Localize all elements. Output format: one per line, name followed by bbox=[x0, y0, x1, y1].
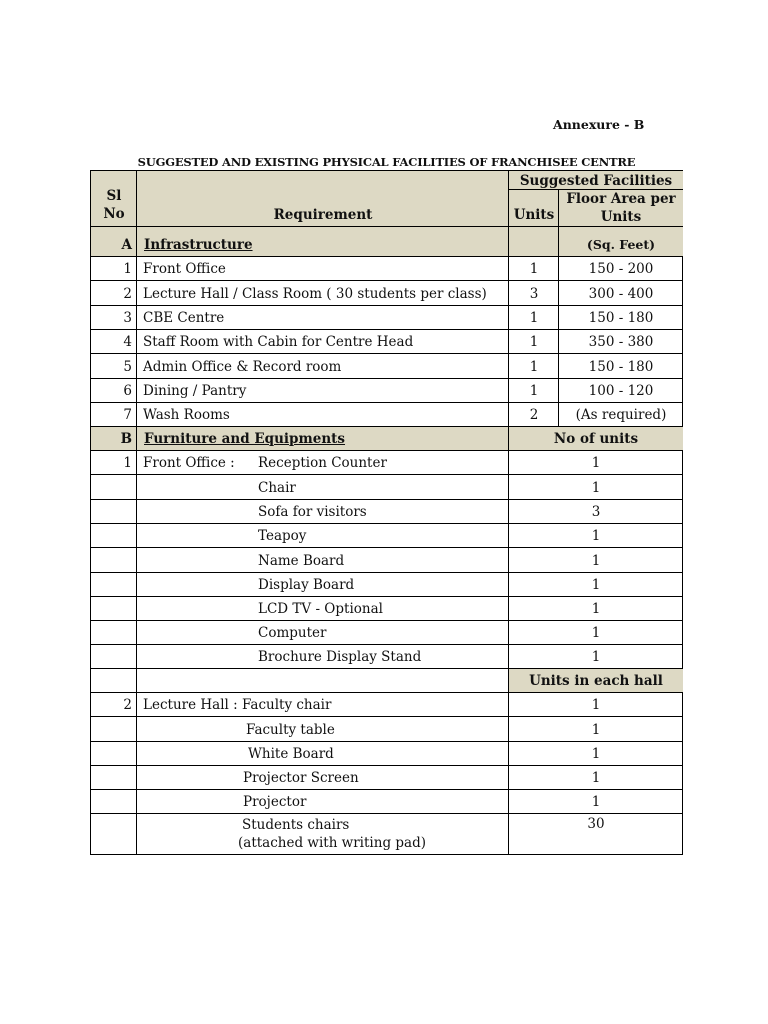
front-office-qty-2: 3 bbox=[591, 504, 601, 520]
hline-hall-header bbox=[91, 692, 683, 693]
hline-a5 bbox=[91, 378, 683, 379]
hline-a6 bbox=[91, 402, 683, 403]
front-office-qty-8: 1 bbox=[591, 649, 601, 665]
row-a6-units: 1 bbox=[529, 383, 539, 399]
row-a4-units: 1 bbox=[529, 334, 539, 350]
section-b-letter: B bbox=[120, 431, 132, 447]
row-a4-area: 350 - 380 bbox=[588, 334, 654, 350]
hline-b1 bbox=[91, 474, 683, 475]
lecture-hall-qty-1: 1 bbox=[591, 746, 601, 762]
front-office-item-4: Name Board bbox=[258, 552, 345, 569]
students-chairs bbox=[137, 814, 509, 854]
hline-l1 bbox=[91, 716, 683, 717]
lecture-hall-qty-3: 1 bbox=[591, 794, 601, 810]
header-requirement: Requirement bbox=[273, 207, 373, 223]
header-suggested-facilities: Suggested Facilities bbox=[519, 172, 673, 189]
header-floor-line2: Units bbox=[600, 209, 642, 225]
hline-b8 bbox=[91, 644, 683, 645]
students-chairs-qty: 30 bbox=[587, 816, 605, 832]
row-a2-requirement: Lecture Hall / Class Room ( 30 students per class) bbox=[143, 285, 487, 302]
row-a5-no: 5 bbox=[123, 358, 132, 375]
section-a-title: Infrastructure bbox=[144, 237, 253, 253]
hline-l4 bbox=[91, 789, 683, 790]
row-a7-requirement: Wash Rooms bbox=[143, 407, 230, 423]
row-a3-area: 150 - 180 bbox=[588, 310, 654, 326]
hline-a7 bbox=[91, 426, 683, 427]
front-office-item-5: Display Board bbox=[258, 577, 355, 593]
row-b1-no: 1 bbox=[123, 455, 132, 471]
row-a7-no: 7 bbox=[123, 407, 132, 423]
annexure-label: Annexure - B bbox=[553, 117, 645, 132]
front-office-item-2: Sofa for visitors bbox=[258, 504, 367, 520]
row-a4-no: 4 bbox=[123, 334, 132, 350]
row-a2-area: 300 - 400 bbox=[588, 285, 654, 302]
hline-l5 bbox=[91, 813, 683, 814]
hline-b4 bbox=[91, 547, 683, 548]
row-a6-no: 6 bbox=[123, 383, 132, 399]
front-office-item-1: Chair bbox=[258, 479, 296, 496]
hline-l2 bbox=[91, 741, 683, 742]
row-a1-area: 150 - 200 bbox=[588, 261, 654, 277]
front-office-qty-5: 1 bbox=[591, 577, 601, 593]
row-a6-area: 100 - 120 bbox=[588, 383, 654, 399]
section-a-letter: A bbox=[121, 237, 132, 253]
hline-b5 bbox=[91, 572, 683, 573]
lecture-hall-item-1: White Board bbox=[248, 746, 334, 762]
hline-b6 bbox=[91, 596, 683, 597]
section-b-title: Furniture and Equipments bbox=[144, 431, 346, 447]
vline-requirement bbox=[508, 171, 509, 855]
row-a5-units: 1 bbox=[529, 358, 539, 375]
section-a-unit-label: (Sq. Feet) bbox=[586, 237, 656, 252]
header-sl-line2: No bbox=[103, 206, 125, 222]
hline-l3 bbox=[91, 765, 683, 766]
row-a6-requirement: Dining / Pantry bbox=[143, 383, 247, 399]
hline-b9 bbox=[91, 668, 683, 669]
front-office-qty-6: 1 bbox=[591, 601, 601, 617]
facilities-table bbox=[90, 170, 683, 855]
lecture-hall-item-2: Projector Screen bbox=[243, 770, 359, 786]
row-a7-units: 2 bbox=[529, 407, 539, 423]
row-a1-no: 1 bbox=[123, 261, 132, 277]
row-a3-units: 1 bbox=[529, 310, 539, 326]
front-office-item-0: Reception Counter bbox=[258, 455, 387, 471]
hline-suggested bbox=[509, 189, 683, 190]
front-office-item-8: Brochure Display Stand bbox=[258, 649, 422, 665]
front-office-label: Front Office : bbox=[143, 455, 235, 471]
front-office-qty-3: 1 bbox=[591, 528, 601, 544]
front-office-qty-7: 1 bbox=[591, 625, 601, 641]
front-office-qty-1: 1 bbox=[591, 479, 601, 496]
row-a4-requirement: Staff Room with Cabin for Centre Head bbox=[143, 334, 414, 350]
lecture-hall-qty-0: 1 bbox=[591, 721, 601, 738]
hline-header-bottom bbox=[91, 226, 683, 227]
header-sl-line1: Sl bbox=[106, 188, 122, 204]
lecture-hall-qty-first: 1 bbox=[591, 697, 601, 713]
hline-b2 bbox=[91, 499, 683, 500]
front-office-item-6: LCD TV - Optional bbox=[258, 601, 383, 617]
document-title: SUGGESTED AND EXISTING PHYSICAL FACILITIES OF FRANCHISEE CENTRE bbox=[137, 155, 636, 169]
front-office-qty-0: 1 bbox=[591, 455, 601, 471]
row-a1-requirement: Front Office bbox=[143, 261, 226, 277]
hline-a-header bbox=[91, 256, 683, 257]
vline-slno bbox=[136, 171, 137, 855]
row-a2-units: 3 bbox=[529, 285, 539, 302]
front-office-item-3: Teapoy bbox=[258, 528, 307, 544]
students-chairs-line1: Students chairs bbox=[242, 817, 350, 833]
row-a3-requirement: CBE Centre bbox=[143, 310, 225, 326]
lecture-hall-item-3: Projector bbox=[243, 794, 307, 810]
header-sl-no bbox=[91, 185, 137, 225]
hline-b7 bbox=[91, 620, 683, 621]
front-office-qty-4: 1 bbox=[591, 552, 601, 569]
hline-b3 bbox=[91, 523, 683, 524]
row-a2-no: 2 bbox=[123, 285, 132, 302]
lecture-hall-label: Lecture Hall : Faculty chair bbox=[143, 697, 332, 713]
lecture-hall-item-0: Faculty table bbox=[246, 721, 335, 738]
hline-b-header bbox=[91, 450, 683, 451]
hline-a4 bbox=[91, 353, 683, 354]
front-office-item-7: Computer bbox=[258, 625, 327, 641]
units-each-hall-label: Units in each hall bbox=[529, 673, 663, 689]
hline-a3 bbox=[91, 329, 683, 330]
header-floor-line1: Floor Area per bbox=[566, 191, 676, 207]
row-a3-no: 3 bbox=[123, 310, 132, 326]
lecture-hall-qty-2: 1 bbox=[591, 770, 601, 786]
row-a5-requirement: Admin Office & Record room bbox=[143, 358, 342, 375]
hline-a1 bbox=[91, 280, 683, 281]
students-chairs-line2: (attached with writing pad) bbox=[238, 835, 426, 851]
section-b-units-label: No of units bbox=[553, 431, 639, 447]
row-a5-area: 150 - 180 bbox=[588, 358, 654, 375]
row-a1-units: 1 bbox=[529, 261, 539, 277]
header-floor-area bbox=[559, 190, 683, 226]
hline-a2 bbox=[91, 305, 683, 306]
row-b2-no: 2 bbox=[123, 697, 132, 713]
row-a7-area: (As required) bbox=[575, 407, 667, 423]
header-units: Units bbox=[513, 207, 555, 223]
